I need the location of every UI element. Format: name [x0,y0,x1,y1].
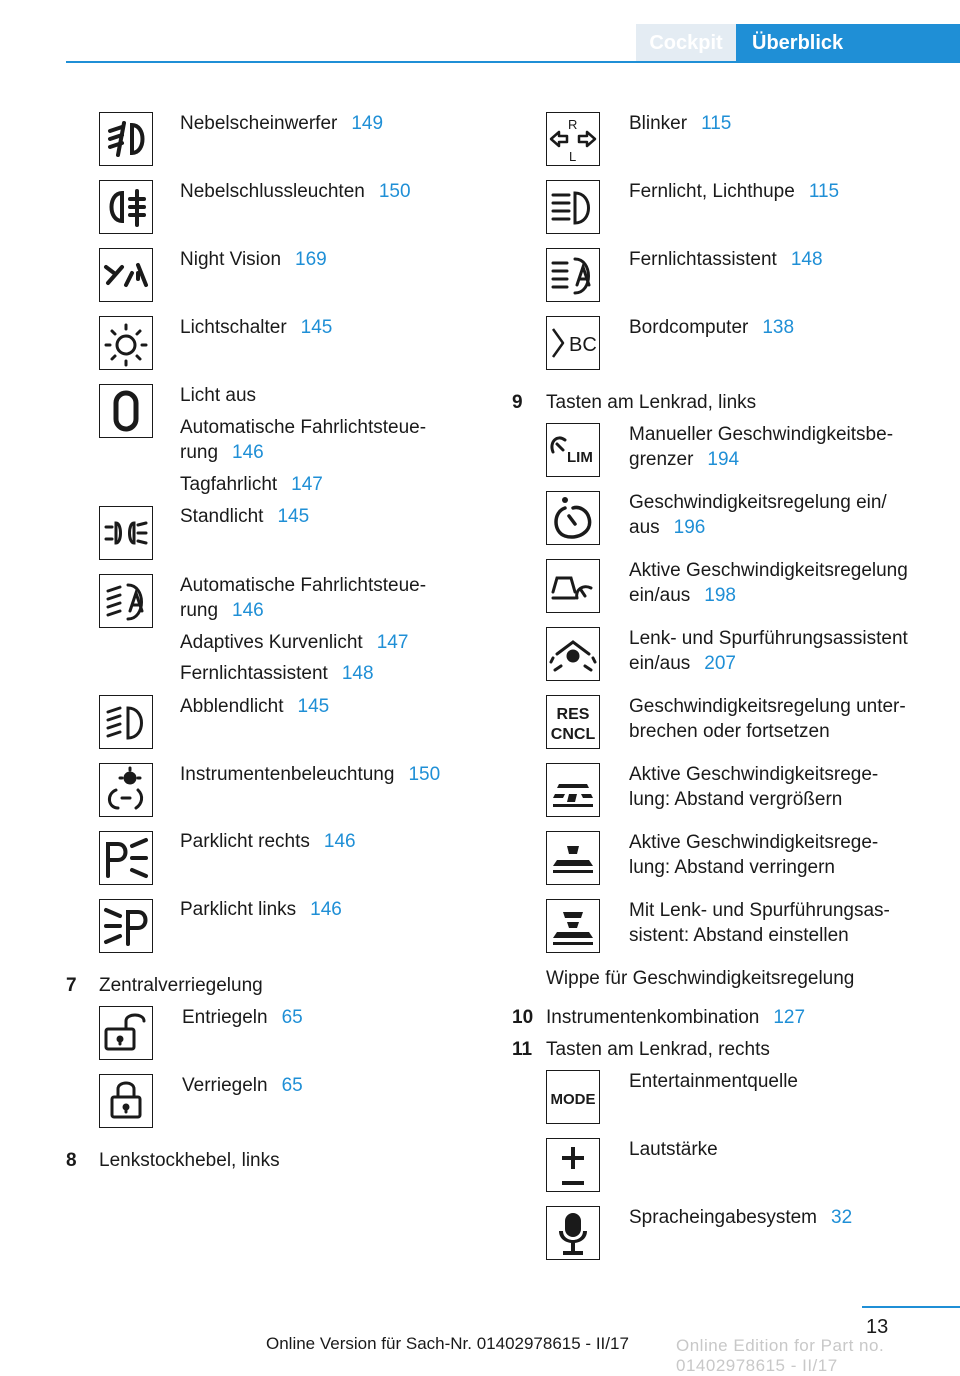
svg-text:CNCL: CNCL [550,726,596,743]
page-ref[interactable]: 196 [673,517,706,538]
tab-ueberblick[interactable]: Überblick [736,24,960,62]
list-item: Licht aus [180,385,257,406]
list-item: ein/aus 207 [629,653,736,674]
list-item: Aktive Geschwindigkeitsregelung [629,560,908,581]
svg-text:BC: BC [569,334,597,356]
list-item: Instrumentenbeleuchtung 150 [180,764,441,785]
list-item: Tagfahrlicht 147 [180,474,323,495]
page-ref[interactable]: 115 [808,181,840,202]
page-ref[interactable]: 148 [341,663,374,684]
list-item: Parklicht links 146 [180,899,342,920]
active-cruise-icon [546,559,600,613]
mode-icon [546,1070,600,1124]
list-item: grenzer 194 [629,449,740,470]
res-cncl-icon [546,695,600,749]
board-computer-icon [546,316,600,370]
watermark: Online Edition for Part no. 01402978615 - II/17 [676,1336,885,1375]
distance-adjust-icon [546,899,600,953]
page-ref[interactable]: 32 [831,1207,853,1228]
lane-assist-icon [546,627,600,681]
section-number: 11 [512,1039,533,1060]
list-item: Parklicht rechts 146 [180,831,356,852]
list-item: rung 146 [180,442,264,463]
tab-cockpit[interactable]: Cockpit [636,24,736,62]
list-item: Aktive Geschwindigkeitsrege- [629,832,879,853]
turn-signal-icon [546,112,600,166]
page-ref[interactable]: 146 [232,600,264,621]
high-beam-icon [546,180,600,234]
page-ref[interactable]: 146 [323,831,356,852]
list-item: sistent: Abstand einstellen [629,925,849,946]
section-number: 8 [66,1150,77,1171]
page-ref[interactable]: 146 [232,442,264,463]
list-item: ein/aus 198 [629,585,736,606]
page-ref[interactable]: 146 [310,899,342,920]
list-item: Entertainmentquelle [629,1071,798,1092]
list-item: Standlicht 145 [180,506,310,527]
page-ref[interactable]: 145 [300,317,333,338]
page-ref[interactable]: 65 [281,1075,303,1096]
list-item: Adaptives Kurvenlicht 147 [180,632,409,653]
list-item: Nebelschlussleuchten 150 [180,181,411,202]
list-item: Entriegeln 65 [182,1007,303,1028]
section-title: Tasten am Lenkrad, rechts [546,1039,770,1060]
speed-limiter-icon [546,423,600,477]
distance-increase-icon [546,763,600,817]
fog-light-icon [99,112,153,166]
instrument-lighting-icon [99,763,153,817]
svg-text:RES: RES [556,706,590,723]
microphone-icon [546,1206,600,1260]
svg-text:L: L [569,149,577,164]
svg-text:MODE: MODE [550,1091,596,1108]
list-item: Geschwindigkeitsregelung unter- [629,696,906,717]
page-ref[interactable]: 127 [773,1007,806,1028]
list-item: brechen oder fortsetzen [629,721,830,742]
list-item: lung: Abstand verringern [629,857,835,878]
list-item: Spracheingabesystem 32 [629,1207,853,1228]
section-number: 9 [512,392,523,413]
rocker-note: Wippe für Geschwindigkeitsregelung [546,968,855,989]
list-item: Abblendlicht 145 [180,696,330,717]
list-item: rung 146 [180,600,264,621]
page-ref[interactable]: 198 [704,585,736,606]
svg-text:R: R [568,117,578,132]
list-item: Aktive Geschwindigkeitsrege- [629,764,879,785]
list-item: lung: Abstand vergrößern [629,789,843,810]
section-number: 10 [512,1007,534,1028]
list-item: Verriegeln 65 [182,1075,303,1096]
page-ref[interactable]: 147 [376,632,409,653]
list-item: Lenk- und Spurführungsassistent [629,628,908,649]
page-ref[interactable]: 149 [351,113,384,134]
list-item: Manueller Geschwindigkeitsbe- [629,424,894,445]
distance-decrease-icon [546,831,600,885]
section-title: Lenkstockhebel, links [99,1150,280,1171]
low-beam-icon [99,695,153,749]
page-ref[interactable]: 115 [701,113,732,134]
page-ref[interactable]: 138 [762,317,795,338]
unlock-icon [99,1006,153,1060]
section-number: 7 [66,975,77,996]
light-switch-icon [99,316,153,370]
list-item: Lautstärke [629,1139,718,1160]
page-ref[interactable]: 150 [378,181,411,202]
page-ref[interactable]: 145 [297,696,330,717]
svg-text:LIM: LIM [567,449,593,466]
volume-icon [546,1138,600,1192]
cruise-control-icon [546,491,600,545]
high-beam-assist-icon [546,248,600,302]
list-item: Bordcomputer 138 [629,317,795,338]
page-ref[interactable]: 148 [790,249,823,270]
page-ref[interactable]: 147 [291,474,323,495]
parking-light-icon [99,506,153,560]
lock-icon [99,1074,153,1128]
list-item: Automatische Fahrlichtsteue- [180,575,427,596]
page-number: 13 [866,1316,889,1338]
list-item: Automatische Fahrlichtsteue- [180,417,427,438]
list-item: Fernlicht, Lichthupe 115 [629,181,840,202]
page-ref[interactable]: 65 [281,1007,303,1028]
list-item: Blinker 115 [629,113,732,134]
header-rule [66,61,960,63]
night-vision-icon [99,248,153,302]
list-item: Fernlichtassistent 148 [629,249,823,270]
list-item: aus 196 [629,517,706,538]
list-item: Nebelscheinwerfer 149 [180,113,384,134]
section-title: Tasten am Lenkrad, links [546,392,757,413]
page-ref[interactable]: 150 [408,764,441,785]
list-item: Geschwindigkeitsregelung ein/ [629,492,887,513]
page-ref[interactable]: 194 [707,449,740,470]
parking-light-left-icon [99,899,153,953]
list-item: Fernlichtassistent 148 [180,663,374,684]
rear-fog-light-icon [99,180,153,234]
page-ref[interactable]: 145 [277,506,310,527]
section-title: Zentralverriegelung [99,975,263,996]
auto-headlight-icon [99,574,153,628]
footer-rule [862,1306,960,1308]
light-off-zero-icon [99,384,153,438]
section-title: Instrumentenkombination 127 [546,1007,806,1028]
page-ref[interactable]: 207 [704,653,736,674]
list-item: Mit Lenk- und Spurführungsas- [629,900,890,921]
footer-note: Online Version für Sach-Nr. 01402978615 - II/17 [266,1334,629,1353]
list-item: Lichtschalter 145 [180,317,333,338]
list-item: Night Vision 169 [180,249,327,270]
parking-light-right-icon [99,831,153,885]
page-ref[interactable]: 169 [295,249,327,270]
